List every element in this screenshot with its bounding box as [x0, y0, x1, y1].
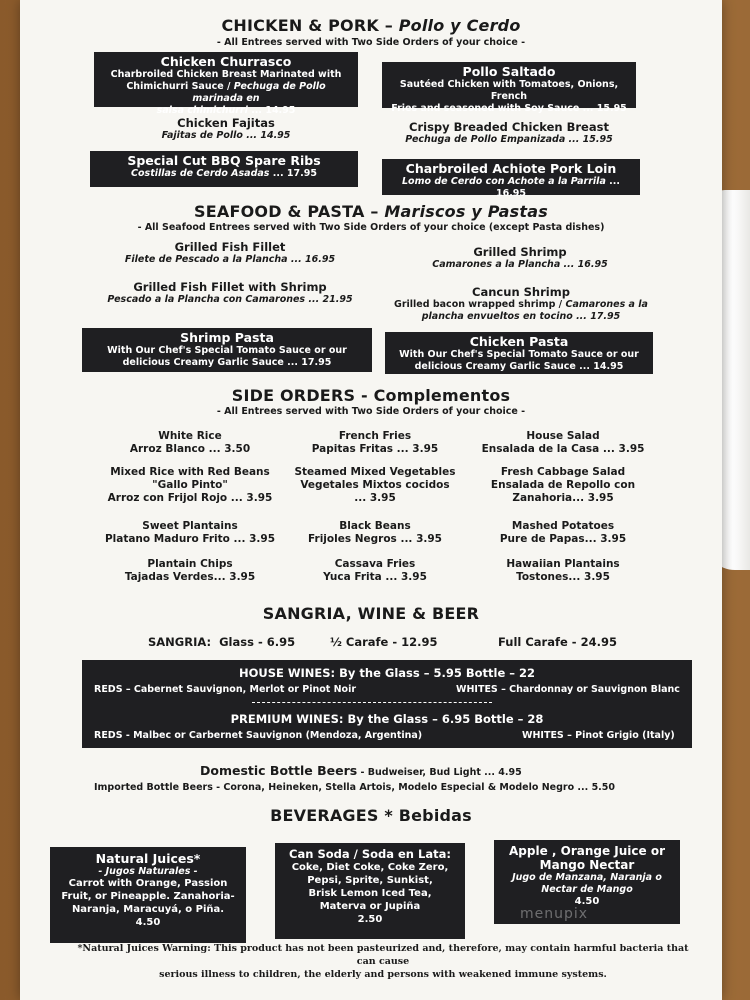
- shrimp-pasta-box: [82, 328, 372, 372]
- item-price: ... 17.95: [576, 311, 621, 322]
- side-item: [100, 558, 280, 584]
- item-desc: With Our Chef's Special Tomato Sauce or our: [399, 349, 639, 360]
- house-wines-head: HOUSE WINES: By the Glass – 5.95 Bottle – 22: [238, 666, 536, 680]
- item-name: Pollo Saltado: [462, 64, 556, 79]
- side-item-line: Steamed Mixed Vegetables: [294, 466, 456, 478]
- bev-price: 4.50: [135, 917, 161, 928]
- bev-price: 2.50: [357, 914, 383, 925]
- side-item-line: Pure de Papas... 3.95: [499, 533, 627, 545]
- bev-line: Jugo de Manzana, Naranja o: [512, 872, 662, 883]
- domestic-label: Domestic Bottle Beers: [200, 763, 358, 778]
- fajitas-item: [94, 116, 358, 142]
- side-item-line: White Rice: [158, 430, 222, 442]
- domestic-beers: [200, 763, 522, 778]
- bev-line: Nectar de Mango: [541, 884, 633, 895]
- side-item: [100, 430, 280, 456]
- side-item: [285, 520, 465, 546]
- side-item: [468, 520, 658, 546]
- item-price: ... 17.95: [272, 168, 317, 179]
- item-desc-es: Fajitas de Pollo: [161, 130, 243, 141]
- bev-subtitle: - Jugos Naturales -: [98, 866, 198, 877]
- sides-note: - All Entrees served with Two Side Orders of your choice -: [216, 406, 526, 417]
- side-item: [468, 558, 658, 584]
- side-item-line: Cassava Fries: [334, 558, 416, 570]
- premium-wines-head: PREMIUM WINES: By the Glass – 6.95 Bottle – 28: [230, 712, 544, 726]
- item-price: ... 14.95: [251, 105, 296, 116]
- warning-line: *Natural Juices Warning: This product has not been pasteurized and, therefore, may contain harmful bacteria that can cause: [77, 943, 689, 967]
- item-desc: delicious Creamy Garlic Sauce ... 14.95: [414, 361, 624, 372]
- item-name: Cancun Shrimp: [472, 285, 570, 299]
- item-price: ... 15.95: [568, 134, 613, 145]
- item-name: Chicken Churrasco: [160, 54, 292, 69]
- item-name: Chicken Pasta: [469, 334, 569, 349]
- menu-sheet: [20, 0, 722, 1000]
- churrasco-box: [94, 52, 358, 116]
- bev-price: 4.50: [574, 896, 600, 907]
- side-item: [100, 466, 280, 505]
- fish-shrimp-item: [100, 280, 360, 306]
- item-name: Chicken Fajitas: [177, 116, 275, 130]
- side-item-line: Tajadas Verdes... 3.95: [124, 571, 256, 583]
- item-name: Special Cut BBQ Spare Ribs: [127, 153, 321, 168]
- side-item: [285, 558, 465, 584]
- sangria-glass-price: Glass - 6.95: [219, 635, 296, 649]
- item-name: Grilled Fish Fillet: [174, 240, 286, 254]
- item-desc-es: Lomo de Cerdo con Achote a la Parrila: [402, 176, 606, 187]
- breaded-item: [382, 120, 636, 146]
- side-item-line: Zanahoria... 3.95: [512, 492, 614, 504]
- bev-title: Natural Juices*: [95, 851, 201, 866]
- soda-box: [275, 843, 465, 939]
- imported-beers: Imported Bottle Beers - Corona, Heineken, Stella Artois, Modelo Especial & Modelo Negro ... 5.50: [94, 782, 616, 793]
- fish-item: [100, 240, 360, 266]
- side-item-line: Papitas Fritas ... 3.95: [311, 443, 439, 455]
- sides-heading: SIDE ORDERS - Complementos: [231, 386, 511, 405]
- house-reds: REDS – Cabernet Sauvignon, Merlot or Pinot Noir: [94, 684, 357, 695]
- side-item-line: "Gallo Pinto": [152, 479, 228, 491]
- premium-reds: REDS - Malbec or Carbernet Sauvignon (Mendoza, Argentina): [94, 730, 423, 741]
- juice-box: [50, 847, 246, 943]
- item-name: Grilled Fish Fillet with Shrimp: [133, 280, 327, 294]
- item-name: Shrimp Pasta: [180, 330, 274, 345]
- bev-line: Pepsi, Sprite, Sunkist,: [307, 875, 433, 886]
- bev-title: Can Soda / Soda en Lata:: [289, 847, 451, 861]
- divider: [252, 702, 492, 703]
- item-price: ... 16.95: [290, 254, 336, 265]
- chicken-pasta-box: [385, 332, 653, 374]
- side-item-line: French Fries: [338, 430, 412, 442]
- item-desc: Chimichurri Sauce /: [126, 81, 231, 92]
- bev-line: Coke, Diet Coke, Coke Zero,: [291, 862, 449, 873]
- heading-text: SEAFOOD & PASTA: [194, 202, 365, 221]
- ribs-box: [90, 151, 358, 187]
- side-item-line: Plantain Chips: [147, 558, 233, 570]
- item-desc: Grilled bacon wrapped shrimp /: [394, 299, 563, 310]
- heading-text-es: Pollo y Cerdo: [398, 16, 521, 35]
- saltado-box: [382, 62, 636, 114]
- side-item-line: Hawaiian Plantains: [506, 558, 620, 570]
- warning-line: serious illness to children, the elderly and persons with weakened immune systems.: [159, 969, 607, 980]
- sangria-glass: [148, 635, 295, 649]
- shrimp-item: [400, 245, 640, 271]
- item-desc-es: salsa chimichurri: [156, 105, 248, 116]
- seafood-note: - All Seafood Entrees served with Two Side Orders of your choice (except Pasta dishes): [137, 222, 605, 233]
- item-desc-es: Pescado a la Plancha con Camarones: [107, 294, 306, 305]
- item-desc-es: Camarones a la Plancha: [432, 259, 561, 270]
- side-item: [285, 466, 465, 505]
- premium-whites: WHITES – Pinot Grigio (Italy): [522, 730, 675, 741]
- beverages-heading: BEVERAGES * Bebidas: [270, 806, 472, 825]
- side-item: [100, 520, 280, 546]
- bev-line: Brisk Lemon Iced Tea,: [308, 888, 432, 899]
- side-item-line: Vegetales Mixtos cocidos: [300, 479, 450, 491]
- item-price: ... 16.95: [563, 259, 608, 270]
- sangria-half: ½ Carafe - 12.95: [330, 635, 438, 649]
- item-desc: Fries and seasoned with Soy Sauce ... 15.95: [391, 103, 627, 114]
- house-whites: WHITES – Chardonnay or Sauvignon Blanc: [456, 684, 680, 695]
- item-desc: Charbroiled Chicken Breast Marinated with: [110, 69, 342, 80]
- chicken-pork-heading: CHICKEN & PORK – Pollo y Cerdo: [221, 16, 521, 35]
- item-price: ... 14.95: [246, 130, 291, 141]
- bev-title: Apple , Orange Juice or: [508, 844, 665, 858]
- bev-title: Mango Nectar: [539, 858, 635, 872]
- side-item-line: Fresh Cabbage Salad: [500, 466, 626, 478]
- sangria-label: SANGRIA:: [148, 635, 212, 649]
- item-desc: delicious Creamy Garlic Sauce ... 17.95: [122, 357, 332, 368]
- drinks-heading: SANGRIA, WINE & BEER: [262, 604, 480, 623]
- seafood-heading: SEAFOOD & PASTA – Mariscos y Pastas: [194, 202, 548, 221]
- side-item-line: Arroz Blanco ... 3.50: [129, 443, 251, 455]
- item-name: Crispy Breaded Chicken Breast: [409, 120, 609, 134]
- side-item-line: Arroz con Frijol Rojo ... 3.95: [107, 492, 273, 504]
- bev-line: Fruit, or Pineapple. Zanahoria-: [61, 891, 235, 902]
- item-desc: Sautéed Chicken with Tomatoes, Onions, French: [399, 79, 619, 102]
- side-item: [468, 466, 658, 505]
- side-item-line: Tostones... 3.95: [516, 571, 610, 583]
- item-name: Charbroiled Achiote Pork Loin: [405, 161, 617, 176]
- juice-warning: [68, 942, 698, 981]
- pork-box: [382, 159, 640, 199]
- side-item: [468, 430, 658, 456]
- side-item-line: Platano Maduro Frito ... 3.95: [104, 533, 276, 545]
- heading-text-es: Mariscos y Pastas: [384, 202, 548, 221]
- item-desc-es: Pechuga de Pollo Empanizada: [405, 134, 566, 145]
- bev-line: Carrot with Orange, Passion: [68, 878, 228, 889]
- item-desc: With Our Chef's Special Tomato Sauce or our: [107, 345, 347, 356]
- side-item-line: Mixed Rice with Red Beans: [110, 466, 270, 478]
- item-desc-es: Filete de Pescado a la Plancha: [124, 254, 288, 265]
- item-desc-es: plancha envueltos en tocino: [421, 311, 573, 322]
- item-desc-es: Costillas de Cerdo Asadas: [131, 168, 270, 179]
- side-item: [285, 430, 465, 456]
- domestic-list: - Budweiser, Bud Light ... 4.95: [357, 767, 522, 778]
- item-desc-es: Pechuga de Pollo marinada en: [192, 81, 326, 104]
- side-item-line: House Salad: [526, 430, 600, 442]
- watermark-logo: menupix: [520, 906, 589, 922]
- side-item-line: Ensalada de Repollo con: [490, 479, 636, 491]
- sangria-full: Full Carafe - 24.95: [498, 635, 617, 649]
- item-price: ... 21.95: [308, 294, 353, 305]
- side-item-line: Sweet Plantains: [142, 520, 238, 532]
- side-item-line: Frijoles Negros ... 3.95: [308, 533, 442, 545]
- side-item-line: Yuca Frita ... 3.95: [323, 571, 427, 583]
- item-price: ... 16.95: [495, 176, 620, 199]
- heading-text: CHICKEN & PORK: [221, 16, 379, 35]
- side-item-line: ... 3.95: [354, 492, 396, 504]
- wine-panel: [82, 660, 692, 748]
- cancun-item: [390, 285, 652, 323]
- bev-line: Naranja, Maracuyá, o Piña.: [71, 904, 225, 915]
- item-name: Grilled Shrimp: [473, 245, 567, 259]
- chicken-note: - All Entrees served with Two Side Orders of your choice -: [216, 37, 526, 48]
- item-desc-es: Camarones a la: [565, 299, 648, 310]
- bev-line: Materva or Jupiña: [319, 901, 421, 912]
- side-item-line: Mashed Potatoes: [511, 520, 615, 532]
- side-item-line: Black Beans: [339, 520, 411, 532]
- side-item-line: Ensalada de la Casa ... 3.95: [481, 443, 645, 455]
